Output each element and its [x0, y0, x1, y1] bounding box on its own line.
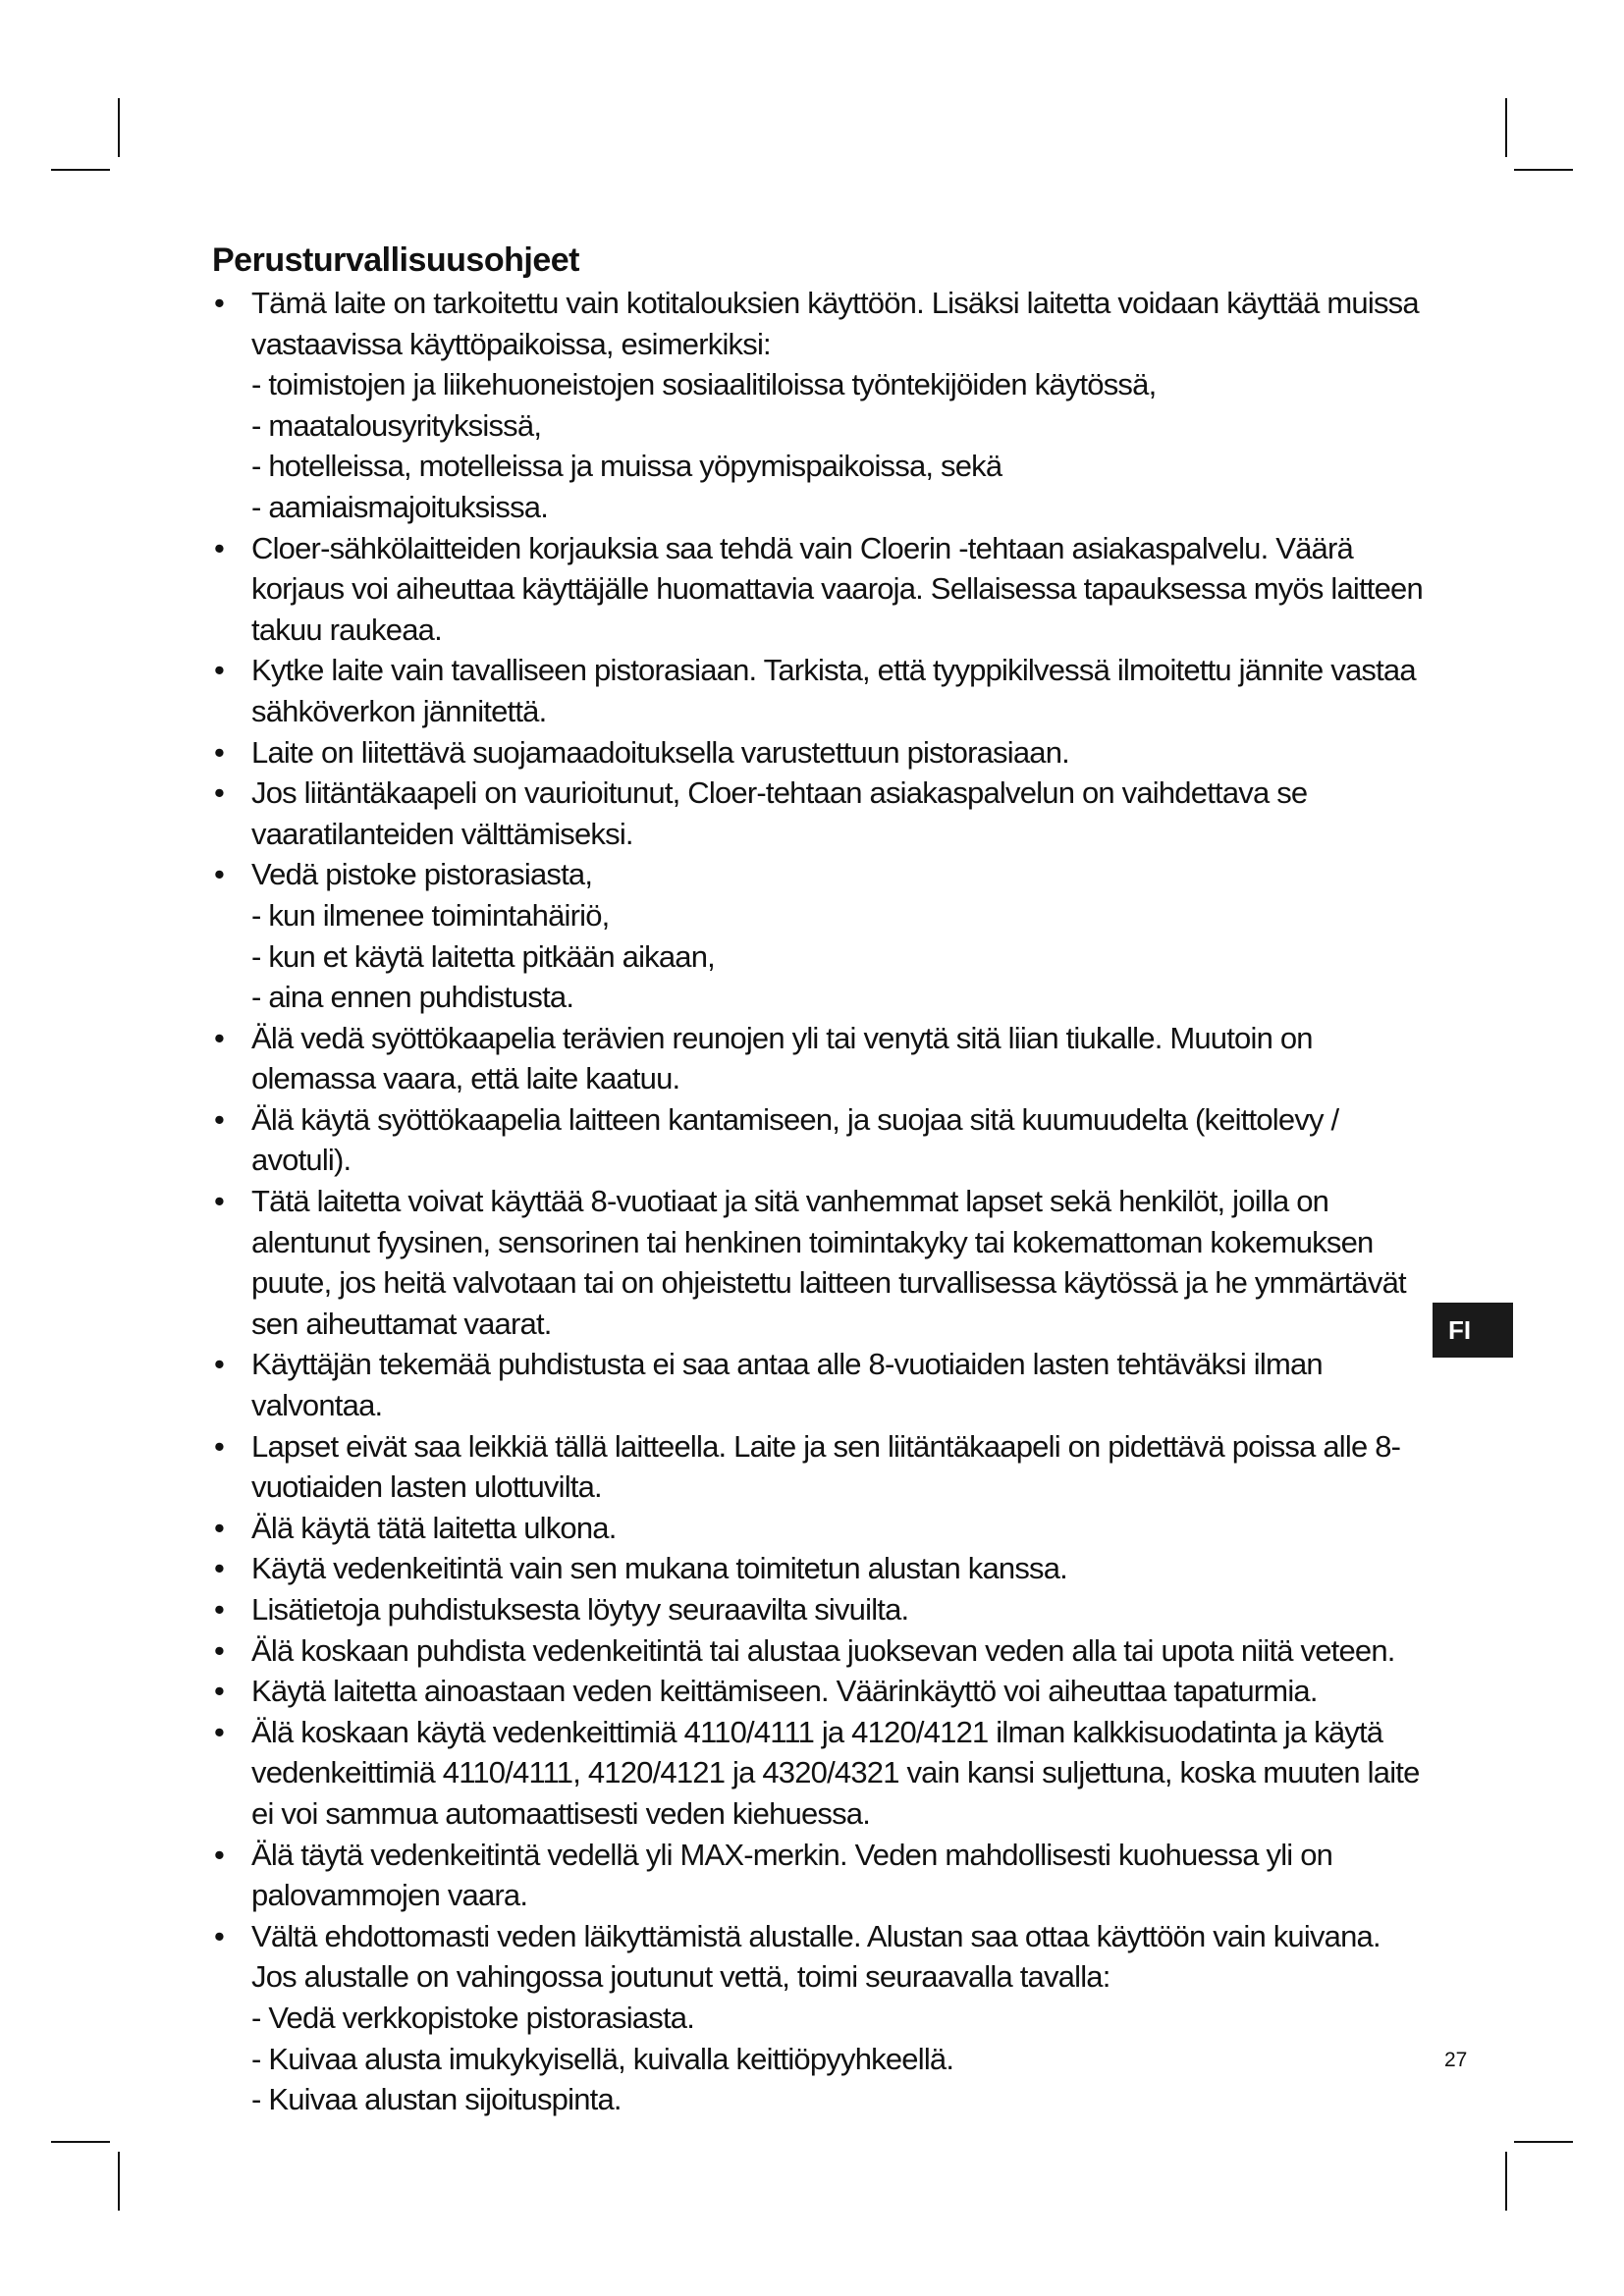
safety-item-text: Laite on liitettävä suojamaadoituksella varustettuun pistorasiaan. [251, 734, 1069, 770]
section-title: Perusturvallisuusohjeet [212, 241, 579, 279]
bullet-icon: • [214, 1428, 225, 1464]
safety-list-item [212, 1426, 1430, 1508]
safety-item-text: Käytä vedenkeitintä vain sen mukana toimitetun alustan kanssa. [251, 1551, 1067, 1586]
safety-item-text: Lapset eivät saa leikkiä tällä laitteella. Laite ja sen liitäntäkaapeli on pidettävä poissa alle 8-vuotiaiden lasten ulottuvilta. [251, 1428, 1401, 1505]
safety-list-item [212, 1589, 1430, 1630]
safety-list-item [212, 1835, 1430, 1916]
sub-list-item: - Vedä verkkopistoke pistorasiasta. [251, 2000, 695, 2035]
bullet-icon: • [214, 1837, 225, 1872]
safety-item-text: Älä koskaan puhdista vedenkeitintä tai alustaa juoksevan veden alla tai upota niitä veteen. [251, 1632, 1395, 1668]
safety-list-item [212, 1181, 1430, 1344]
bullet-icon: • [214, 1020, 225, 1055]
sub-list [251, 364, 1430, 527]
page-number: 27 [1444, 2049, 1468, 2071]
safety-item-text: Älä käytä tätä laitetta ulkona. [251, 1510, 617, 1545]
safety-item-text: Älä koskaan käytä vedenkeittimiä 4110/4111 ja 4120/4121 ilman kalkkisuodatinta ja käytä vedenkeittimiä 4110/4111, 4120/4121 ja 4320/4321 vain kansi suljettuna, koska muuten laite ei voi sammua automaattisesti veden kiehuessa. [251, 1714, 1420, 1831]
crop-mark-top-left-horizontal [51, 169, 110, 171]
sub-list-item: - aina ennen puhdistusta. [251, 980, 574, 1015]
bullet-icon: • [214, 1551, 225, 1586]
safety-list-item [212, 1018, 1430, 1099]
safety-item-text: Cloer-sähkölaitteiden korjauksia saa tehdä vain Cloerin -tehtaan asiakaspalvelu. Väärä korjaus voi aiheuttaa käyttäjälle huomattavia vaaroja. Sellaisessa tapauksessa myös laitteen takuu raukeaa. [251, 530, 1423, 647]
crop-mark-top-right-horizontal [1514, 169, 1573, 171]
sub-list-item: - Kuivaa alusta imukykyisellä, kuivalla keittiöpyyhkeellä. [251, 2041, 954, 2076]
sub-list-item: - aamiaismajoituksissa. [251, 489, 549, 524]
safety-list-item [212, 1508, 1430, 1549]
crop-mark-bottom-left-vertical [118, 2152, 120, 2211]
crop-mark-bottom-right-horizontal [1514, 2141, 1573, 2143]
safety-instructions-section [212, 240, 1430, 2120]
safety-list-item [212, 1630, 1430, 1672]
safety-list-item [212, 854, 1430, 1017]
bullet-icon: • [214, 775, 225, 811]
safety-item-continuation: Jos alustalle on vahingossa joutunut vettä, toimi seuraavalla tavalla: [251, 1959, 1110, 1995]
bullet-icon: • [214, 1918, 225, 1953]
safety-item-text: Älä käytä syöttökaapelia laitteen kantamiseen, ja suojaa sitä kuumuudelta (keittolevy / avotuli). [251, 1101, 1339, 1178]
safety-list-item [212, 528, 1430, 651]
safety-item-text: Vedä pistoke pistorasiasta, [251, 857, 593, 892]
sub-list-item: - kun ilmenee toimintahäiriö, [251, 897, 610, 933]
safety-list-item [212, 650, 1430, 731]
safety-list-item [212, 1344, 1430, 1425]
language-tab: FI [1433, 1303, 1513, 1358]
bullet-icon: • [214, 1714, 225, 1749]
bullet-icon: • [214, 857, 225, 892]
safety-item-text: Kytke laite vain tavalliseen pistorasiaan. Tarkista, että tyyppikilvessä ilmoitettu jännite vastaa sähköverkon jännitettä. [251, 653, 1416, 728]
safety-item-text: Lisätietoja puhdistuksesta löytyy seuraavilta sivuilta. [251, 1592, 909, 1627]
sub-list [251, 1998, 1430, 2120]
safety-list-item [212, 1548, 1430, 1589]
safety-list-item [212, 732, 1430, 774]
sub-list-item: - maatalousyrityksissä, [251, 407, 542, 443]
bullet-icon: • [214, 653, 225, 688]
sub-list [251, 895, 1430, 1018]
bullet-icon: • [214, 1510, 225, 1545]
safety-item-text: Vältä ehdottomasti veden läikyttämistä alustalle. Alustan saa ottaa käyttöön vain kuivana. [251, 1918, 1380, 1953]
bullet-icon: • [214, 1632, 225, 1668]
safety-item-text: Käytä laitetta ainoastaan veden keittämiseen. Väärinkäyttö voi aiheuttaa tapaturmia. [251, 1674, 1318, 1709]
safety-instructions-list [212, 283, 1430, 2120]
safety-list-item [212, 283, 1430, 528]
safety-item-text: Tätä laitetta voivat käyttää 8-vuotiaat ja sitä vanhemmat lapset sekä henkilöt, joilla on alentunut fyysinen, sensorinen tai henkinen toimintakyky tai kokemattoman kokemuksen puute, jos heitä valvotaan tai on ohjeistettu laitteen turvallisessa käytössä ja he ymmärtävät sen aiheuttamat vaarat. [251, 1184, 1406, 1341]
sub-list-item: - toimistojen ja liikehuoneistojen sosiaalitiloissa työntekijöiden käytössä, [251, 367, 1157, 402]
safety-list-item [212, 1099, 1430, 1181]
safety-item-text: Jos liitäntäkaapeli on vaurioitunut, Cloer-tehtaan asiakaspalvelun on vaihdettava se vaaratilanteiden välttämiseksi. [251, 775, 1308, 851]
crop-mark-bottom-right-vertical [1505, 2152, 1507, 2211]
crop-mark-top-right-vertical [1505, 98, 1507, 157]
bullet-icon: • [214, 1184, 225, 1219]
bullet-icon: • [214, 530, 225, 565]
bullet-icon: • [214, 286, 225, 320]
safety-item-text: Älä vedä syöttökaapelia terävien reunojen yli tai venytä sitä liian tiukalle. Muutoin on olemassa vaara, että laite kaatuu. [251, 1020, 1313, 1096]
safety-item-text: Käyttäjän tekemää puhdistusta ei saa antaa alle 8-vuotiaiden lasten tehtäväksi ilman valvontaa. [251, 1347, 1323, 1423]
bullet-icon: • [214, 1674, 225, 1709]
safety-list-item [212, 1671, 1430, 1712]
safety-list-item [212, 1712, 1430, 1835]
safety-list-item [212, 1916, 1430, 2120]
crop-mark-bottom-left-horizontal [51, 2141, 110, 2143]
bullet-icon: • [214, 1101, 225, 1137]
bullet-icon: • [214, 734, 225, 770]
safety-list-item [212, 773, 1430, 854]
sub-list-item: - hotelleissa, motelleissa ja muissa yöpymispaikoissa, sekä [251, 449, 1002, 484]
safety-item-text: Tämä laite on tarkoitettu vain kotitalouksien käyttöön. Lisäksi laitetta voidaan käyttää muissa vastaavissa käyttöpaikoissa, esimerkiksi: [251, 286, 1419, 361]
sub-list-item: - kun et käytä laitetta pitkään aikaan, [251, 938, 715, 974]
bullet-icon: • [214, 1347, 225, 1382]
crop-mark-top-left-vertical [118, 98, 120, 157]
safety-item-text: Älä täytä vedenkeitintä vedellä yli MAX-merkin. Veden mahdollisesti kuohuessa yli on palovammojen vaara. [251, 1837, 1333, 1913]
bullet-icon: • [214, 1592, 225, 1627]
sub-list-item: - Kuivaa alustan sijoituspinta. [251, 2082, 622, 2117]
